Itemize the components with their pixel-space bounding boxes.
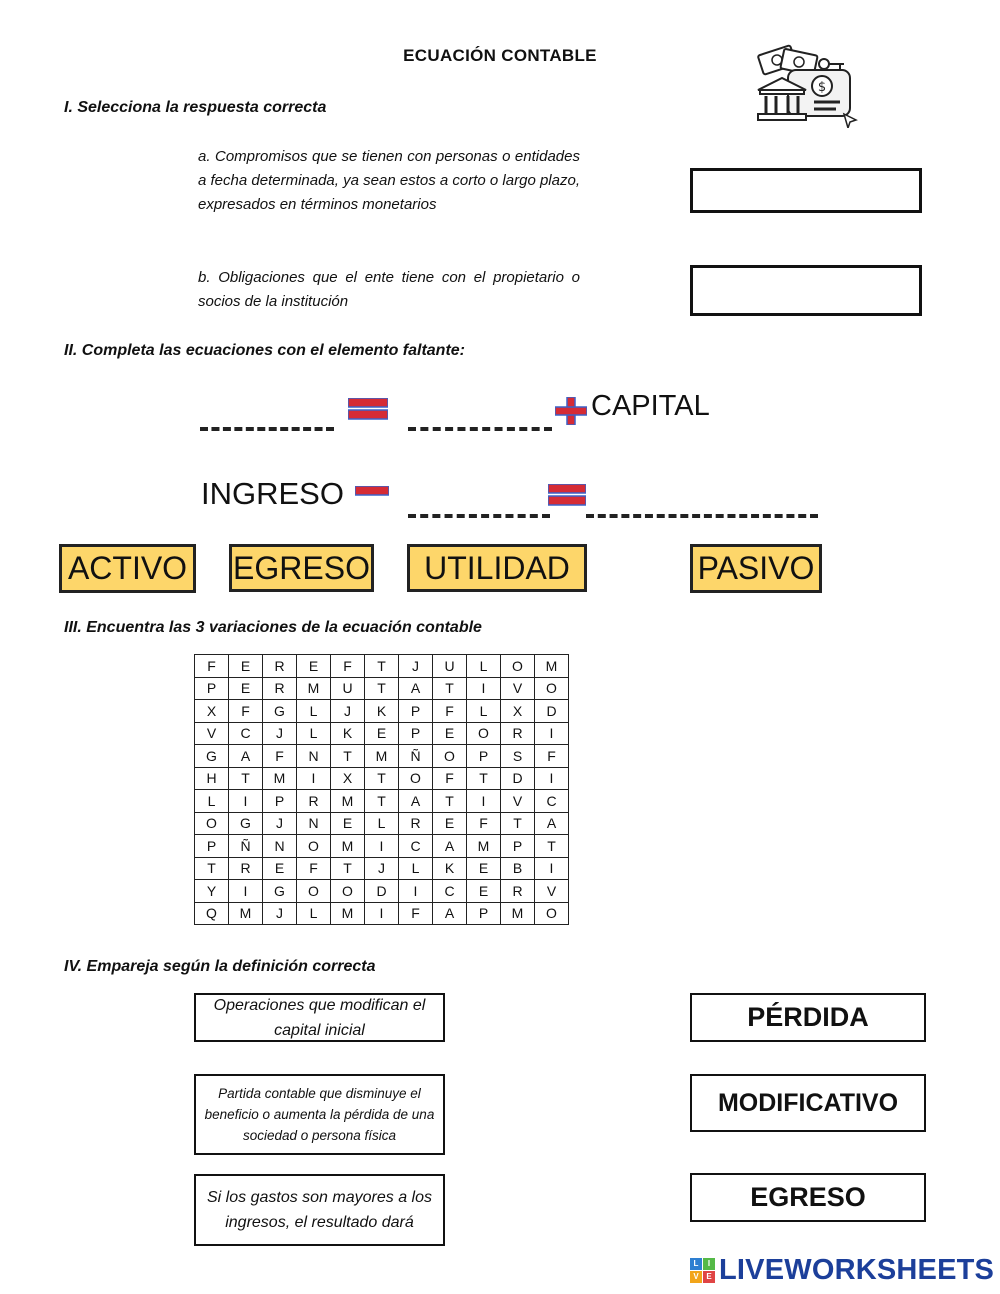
blank-slot-1[interactable]	[200, 427, 334, 431]
grid-cell[interactable]: R	[399, 812, 433, 835]
blank-slot-4[interactable]	[586, 514, 818, 518]
word-search-grid	[194, 654, 569, 925]
grid-cell[interactable]: R	[501, 722, 535, 745]
grid-cell[interactable]: G	[263, 700, 297, 723]
grid-cell[interactable]: U	[331, 677, 365, 700]
grid-cell[interactable]: T	[433, 677, 467, 700]
grid-cell[interactable]: F	[195, 655, 229, 678]
grid-cell[interactable]: M	[501, 902, 535, 925]
grid-cell[interactable]: F	[467, 812, 501, 835]
match-definition-1: Operaciones que modifican el capital inicial	[194, 993, 445, 1042]
grid-cell[interactable]: M	[467, 835, 501, 858]
grid-cell[interactable]: J	[263, 902, 297, 925]
answer-box-a[interactable]	[690, 168, 922, 213]
grid-cell[interactable]: I	[399, 880, 433, 903]
bank-money-icon	[752, 40, 862, 133]
grid-cell[interactable]: R	[501, 880, 535, 903]
brand-tile-e: E	[703, 1271, 715, 1283]
grid-cell[interactable]: V	[195, 722, 229, 745]
grid-cell[interactable]: T	[365, 677, 399, 700]
grid-cell[interactable]: A	[229, 745, 263, 768]
grid-cell[interactable]: I	[229, 880, 263, 903]
grid-cell[interactable]: R	[263, 655, 297, 678]
grid-cell[interactable]: O	[195, 812, 229, 835]
section-4-heading: IV. Empareja según la definición correcta	[64, 958, 376, 975]
grid-cell[interactable]: K	[433, 857, 467, 880]
grid-cell[interactable]: E	[433, 722, 467, 745]
grid-cell[interactable]: B	[501, 857, 535, 880]
grid-cell[interactable]: C	[433, 880, 467, 903]
grid-cell[interactable]: S	[501, 745, 535, 768]
grid-cell[interactable]: J	[331, 700, 365, 723]
grid-row	[195, 655, 569, 678]
grid-cell[interactable]: D	[501, 767, 535, 790]
grid-cell[interactable]: O	[297, 835, 331, 858]
brand-icon	[690, 1258, 715, 1283]
grid-cell[interactable]: R	[297, 790, 331, 813]
grid-cell[interactable]: D	[365, 880, 399, 903]
grid-cell[interactable]: C	[399, 835, 433, 858]
grid-cell[interactable]: L	[467, 655, 501, 678]
grid-cell[interactable]: I	[365, 902, 399, 925]
grid-cell[interactable]: Y	[195, 880, 229, 903]
grid-cell[interactable]: R	[229, 857, 263, 880]
page-title: ECUACIÓN CONTABLE	[403, 46, 597, 65]
grid-cell[interactable]: P	[399, 722, 433, 745]
grid-cell[interactable]: I	[535, 767, 569, 790]
grid-cell[interactable]: M	[535, 655, 569, 678]
grid-cell[interactable]: T	[365, 790, 399, 813]
grid-cell[interactable]: T	[535, 835, 569, 858]
grid-cell[interactable]: V	[501, 677, 535, 700]
grid-cell[interactable]: E	[331, 812, 365, 835]
brand-name: LIVEWORKSHEETS	[719, 1254, 995, 1286]
grid-cell[interactable]: F	[535, 745, 569, 768]
grid-cell[interactable]: O	[433, 745, 467, 768]
blank-slot-3[interactable]	[408, 514, 550, 518]
grid-cell[interactable]: I	[229, 790, 263, 813]
grid-cell[interactable]: P	[399, 700, 433, 723]
grid-cell[interactable]: O	[501, 655, 535, 678]
grid-row	[195, 700, 569, 723]
grid-cell[interactable]: P	[467, 745, 501, 768]
section-2-heading: II. Completa las ecuaciones con el elemento faltante:	[64, 342, 466, 359]
grid-cell[interactable]: X	[501, 700, 535, 723]
equals-icon	[548, 484, 586, 506]
grid-row	[195, 835, 569, 858]
grid-cell[interactable]: L	[297, 700, 331, 723]
grid-cell[interactable]: N	[263, 835, 297, 858]
grid-row	[195, 790, 569, 813]
grid-cell[interactable]: I	[467, 790, 501, 813]
grid-cell[interactable]: D	[535, 700, 569, 723]
grid-cell[interactable]: N	[297, 812, 331, 835]
option-pasivo[interactable]: PASIVO	[690, 544, 822, 593]
grid-cell[interactable]: P	[501, 835, 535, 858]
definition-b: b. Obligaciones que el ente tiene con el propietario o socios de la institución	[198, 269, 580, 310]
grid-cell[interactable]: H	[195, 767, 229, 790]
liveworksheets-logo	[690, 1254, 994, 1287]
grid-cell[interactable]: I	[365, 835, 399, 858]
grid-cell[interactable]: M	[263, 767, 297, 790]
grid-cell[interactable]: G	[195, 745, 229, 768]
answer-box-b[interactable]	[690, 265, 922, 316]
grid-cell[interactable]: F	[297, 857, 331, 880]
grid-cell[interactable]: E	[433, 812, 467, 835]
grid-cell[interactable]: O	[331, 880, 365, 903]
section-3-heading: III. Encuentra las 3 variaciones de la ecuación contable	[64, 619, 482, 636]
grid-cell[interactable]: V	[501, 790, 535, 813]
grid-cell[interactable]: T	[195, 857, 229, 880]
grid-cell[interactable]: L	[365, 812, 399, 835]
blank-slot-2[interactable]	[408, 427, 552, 431]
grid-row	[195, 767, 569, 790]
grid-cell[interactable]: G	[229, 812, 263, 835]
grid-row	[195, 677, 569, 700]
grid-cell[interactable]: A	[399, 790, 433, 813]
grid-cell[interactable]: I	[297, 767, 331, 790]
match-term-modificativo[interactable]: MODIFICATIVO	[690, 1074, 926, 1132]
grid-cell[interactable]: T	[467, 767, 501, 790]
grid-cell[interactable]: A	[433, 835, 467, 858]
grid-cell[interactable]: O	[535, 677, 569, 700]
grid-cell[interactable]: A	[433, 902, 467, 925]
grid-cell[interactable]: M	[331, 790, 365, 813]
grid-row	[195, 745, 569, 768]
grid-cell[interactable]: Ñ	[399, 745, 433, 768]
grid-cell[interactable]: G	[263, 880, 297, 903]
grid-cell[interactable]: C	[229, 722, 263, 745]
grid-cell[interactable]: P	[467, 902, 501, 925]
grid-cell[interactable]: M	[331, 902, 365, 925]
grid-row	[195, 857, 569, 880]
word-search	[194, 654, 569, 925]
grid-cell[interactable]: I	[535, 857, 569, 880]
grid-cell[interactable]: F	[229, 700, 263, 723]
plus-icon	[555, 397, 587, 425]
section-1-heading: I. Selecciona la respuesta correcta	[64, 99, 327, 116]
grid-cell[interactable]: M	[229, 902, 263, 925]
grid-cell[interactable]: L	[297, 722, 331, 745]
grid-cell[interactable]: J	[365, 857, 399, 880]
grid-row	[195, 902, 569, 925]
grid-cell[interactable]: O	[467, 722, 501, 745]
brand-tile-i: I	[703, 1258, 715, 1270]
grid-cell[interactable]: E	[467, 857, 501, 880]
grid-cell[interactable]: U	[433, 655, 467, 678]
grid-cell[interactable]: C	[535, 790, 569, 813]
grid-cell[interactable]: M	[331, 835, 365, 858]
grid-cell[interactable]: E	[229, 655, 263, 678]
option-egreso[interactable]: EGRESO	[229, 544, 374, 592]
grid-cell[interactable]: K	[365, 700, 399, 723]
grid-cell[interactable]: X	[195, 700, 229, 723]
grid-cell[interactable]: M	[297, 677, 331, 700]
grid-cell[interactable]: E	[263, 857, 297, 880]
option-activo[interactable]: ACTIVO	[59, 544, 196, 593]
grid-cell[interactable]: O	[297, 880, 331, 903]
grid-cell[interactable]: T	[331, 745, 365, 768]
grid-cell[interactable]: F	[331, 655, 365, 678]
grid-cell[interactable]: L	[297, 902, 331, 925]
grid-cell[interactable]: F	[433, 700, 467, 723]
grid-cell[interactable]: E	[365, 722, 399, 745]
capital-word: CAPITAL	[591, 390, 710, 422]
grid-cell[interactable]: L	[467, 700, 501, 723]
grid-row	[195, 880, 569, 903]
brand-tile-v: V	[690, 1271, 702, 1283]
grid-cell[interactable]: A	[535, 812, 569, 835]
brand-tile-l: L	[690, 1258, 702, 1270]
grid-cell[interactable]: A	[399, 677, 433, 700]
grid-cell[interactable]: E	[467, 880, 501, 903]
grid-cell[interactable]: R	[263, 677, 297, 700]
grid-cell[interactable]: O	[535, 902, 569, 925]
grid-cell[interactable]: I	[535, 722, 569, 745]
ingreso-word: INGRESO	[201, 476, 344, 511]
grid-cell[interactable]: E	[297, 655, 331, 678]
grid-cell[interactable]: E	[229, 677, 263, 700]
match-term-perdida[interactable]: PÉRDIDA	[690, 993, 926, 1042]
grid-cell[interactable]: L	[195, 790, 229, 813]
definition-a: a. Compromisos que se tienen con personas o entidades a fecha determinada, ya sean estos a corto o largo plazo, expresados en términos monetarios	[198, 148, 580, 213]
equals-icon	[348, 398, 388, 420]
grid-cell[interactable]: P	[195, 677, 229, 700]
grid-cell[interactable]: X	[331, 767, 365, 790]
match-definition-3: Si los gastos son mayores a los ingresos, el resultado dará	[194, 1174, 445, 1246]
grid-cell[interactable]: M	[365, 745, 399, 768]
minus-icon	[355, 486, 389, 496]
grid-row	[195, 722, 569, 745]
grid-cell[interactable]: T	[433, 790, 467, 813]
grid-cell[interactable]: N	[297, 745, 331, 768]
grid-cell[interactable]: T	[331, 857, 365, 880]
grid-cell[interactable]: P	[195, 835, 229, 858]
grid-cell[interactable]: P	[263, 790, 297, 813]
grid-cell[interactable]: J	[399, 655, 433, 678]
grid-row	[195, 812, 569, 835]
grid-cell[interactable]: F	[399, 902, 433, 925]
grid-cell[interactable]: T	[365, 767, 399, 790]
option-utilidad[interactable]: UTILIDAD	[407, 544, 587, 592]
match-definition-2: Partida contable que disminuye el beneficio o aumenta la pérdida de una sociedad o persona física	[194, 1074, 445, 1155]
grid-cell[interactable]: J	[263, 812, 297, 835]
grid-cell[interactable]: I	[467, 677, 501, 700]
match-term-egreso[interactable]: EGRESO	[690, 1173, 926, 1222]
grid-cell[interactable]: Ñ	[229, 835, 263, 858]
grid-cell[interactable]: T	[365, 655, 399, 678]
grid-cell[interactable]: T	[501, 812, 535, 835]
grid-cell[interactable]: O	[399, 767, 433, 790]
grid-cell[interactable]: F	[263, 745, 297, 768]
grid-cell[interactable]: T	[229, 767, 263, 790]
grid-cell[interactable]: Q	[195, 902, 229, 925]
grid-cell[interactable]: J	[263, 722, 297, 745]
grid-cell[interactable]: K	[331, 722, 365, 745]
grid-cell[interactable]: L	[399, 857, 433, 880]
svg-text:$: $	[817, 80, 827, 95]
grid-cell[interactable]: F	[433, 767, 467, 790]
grid-cell[interactable]: V	[535, 880, 569, 903]
